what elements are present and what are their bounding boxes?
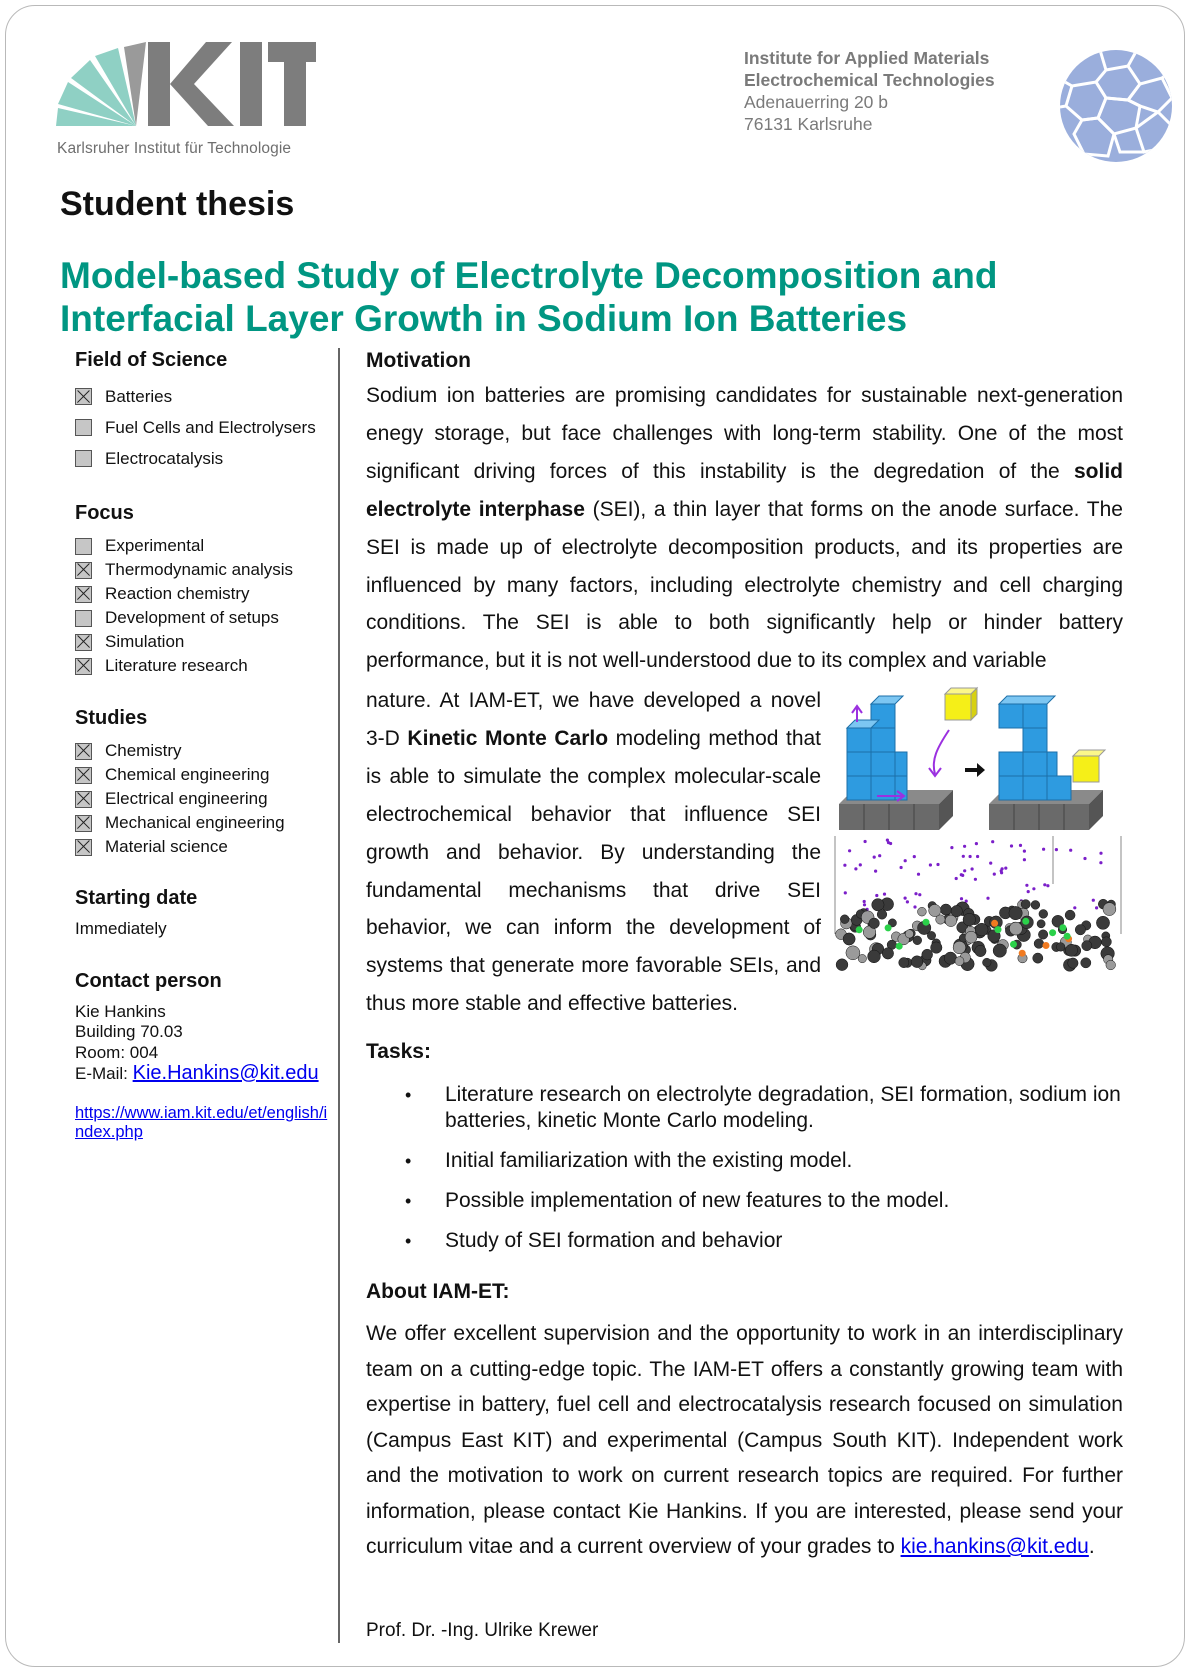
field-of-science-item: [75, 412, 330, 443]
institute-name: Institute for Applied Materials: [744, 48, 990, 68]
task-text: Study of SEI formation and behavior: [445, 1229, 783, 1252]
institute-address: [744, 47, 995, 135]
checked-checkbox-icon: [75, 743, 92, 760]
contact-email-label: E-Mail:: [75, 1064, 133, 1083]
contact-building: Building 70.03: [75, 1022, 183, 1041]
kit-fan-icon: [56, 42, 146, 126]
document-type: Student thesis: [60, 185, 295, 223]
focus-label: Literature research: [105, 656, 248, 675]
about-text-end: .: [1088, 1535, 1095, 1558]
unchecked-checkbox-icon: [75, 419, 92, 436]
about-heading: About IAM-ET:: [366, 1280, 510, 1303]
column-divider: [338, 348, 340, 1643]
yellow-cube-top: [945, 688, 977, 720]
contact-email-row: [75, 1063, 330, 1085]
checked-checkbox-icon: [75, 767, 92, 784]
unchecked-checkbox-icon: [75, 450, 92, 467]
studies-item: [75, 787, 330, 811]
field-of-science-label: Electrocatalysis: [105, 448, 224, 468]
task-text: Literature research on electrolyte degradation, SEI formation, sodium ion batteries, kinetic Monte Carlo modeling.: [445, 1083, 1121, 1132]
field-of-science-label: Fuel Cells and Electrolysers: [105, 417, 316, 437]
field-of-science-list: [75, 381, 330, 474]
studies-heading: Studies: [75, 707, 148, 729]
unchecked-checkbox-icon: [75, 610, 92, 627]
title-line-2: Interfacial Layer Growth in Sodium Ion Batteries: [60, 298, 908, 339]
checked-checkbox-icon: [75, 815, 92, 832]
website-link[interactable]: https://www.iam.kit.edu/et/english/index.php: [75, 1103, 328, 1141]
focus-item: [75, 582, 330, 606]
checked-checkbox-icon: [75, 586, 92, 603]
motivation-heading: Motivation: [366, 349, 471, 372]
task-item: [405, 1228, 1125, 1254]
studies-label: Mechanical engineering: [105, 813, 285, 832]
task-item: [405, 1148, 1125, 1174]
about-text: We offer excellent supervision and the opportunity to work in an interdisciplinary team on a cutting-edge topic. The IAM-ET offers a constantly growing team with expertise in battery, fuel cell and electrocatalysis research focused on simulation (Campus East KIT) and experimental (Campus South KIT). Independent work and the motivation to work on current research topics are required. For further information, please contact Kie Hankins. If you are interested, please send your curriculum vitae and a current overview of your grades to: [366, 1322, 1123, 1558]
focus-heading: Focus: [75, 502, 134, 524]
kit-subtitle: Karlsruher Institut für Technologie: [57, 140, 292, 157]
focus-label: Thermodynamic analysis: [105, 560, 294, 579]
focus-label: Experimental: [105, 536, 205, 555]
bullet-icon: •: [405, 1151, 412, 1171]
contact-name: Kie Hankins: [75, 1001, 166, 1021]
address-street: Adenauerring 20 b: [744, 92, 888, 112]
thesis-title: [60, 254, 1140, 340]
task-text: Initial familiarization with the existing model.: [445, 1149, 853, 1172]
signature: Prof. Dr. -Ing. Ulrike Krewer: [366, 1620, 599, 1641]
motivation-continued: [366, 682, 1123, 1023]
studies-label: Electrical engineering: [105, 789, 268, 808]
tasks-list: [405, 1082, 1125, 1268]
checked-checkbox-icon: [75, 839, 92, 856]
task-text: Possible implementation of new features to the model.: [445, 1189, 950, 1212]
bullet-icon: •: [405, 1191, 412, 1211]
about-section: [366, 1316, 1123, 1565]
focus-item: [75, 558, 330, 582]
motivation-text-4: modeling method that is able to simulate the complex molecular-scale electrochemical behavior that influence SEI growth and behavior. By understanding the fundamental mechanisms that drive SEI behavior, we can inform the development of systems that generate more favorable SEIs, and thus more stable and effective batteries.: [366, 726, 822, 1016]
studies-label: Material science: [105, 837, 228, 856]
motivation-paragraph: [366, 377, 1123, 680]
about-email-link[interactable]: kie.hankins@kit.edu: [900, 1535, 1089, 1558]
kmc-simulation-figure: [833, 684, 1123, 980]
motivation-bold-sei: solid electrolyte interphase: [366, 459, 1123, 521]
kmc-particles: [836, 839, 1116, 972]
field-of-science-heading: Field of Science: [75, 349, 228, 371]
contact-person-heading: Contact person: [75, 969, 222, 992]
checked-checkbox-icon: [75, 634, 92, 651]
main-content: [366, 349, 1123, 680]
starting-date-heading: Starting date: [75, 887, 198, 909]
motivation-bold-kmc: Kinetic Monte Carlo: [407, 726, 609, 750]
field-of-science-item: [75, 381, 330, 412]
address-city: 76131 Karlsruhe: [744, 114, 873, 134]
black-arrow-icon: [965, 763, 985, 777]
checked-checkbox-icon: [75, 388, 92, 405]
checked-checkbox-icon: [75, 791, 92, 808]
task-item: [405, 1082, 1125, 1134]
about-paragraph: [366, 1316, 1123, 1565]
studies-item: [75, 811, 330, 835]
contact-room: Room: 004: [75, 1042, 159, 1062]
studies-item: [75, 835, 330, 859]
tasks-heading: Tasks:: [366, 1040, 431, 1063]
motivation-text-3: nature. At IAM-ET, we have developed a novel 3-D: [366, 689, 821, 750]
task-item: [405, 1188, 1125, 1214]
studies-item: [75, 739, 330, 763]
bullet-icon: •: [405, 1085, 412, 1105]
kit-letters: [148, 42, 316, 126]
title-line-1: Model-based Study of Electrolyte Decomposition and: [60, 255, 998, 296]
institute-department: Electrochemical Technologies: [744, 70, 995, 90]
focus-item: [75, 654, 330, 678]
focus-label: Simulation: [105, 632, 185, 651]
motivation-text-2: (SEI), a thin layer that forms on the anode surface. The SEI is made up of electrolyte decomposition products, and its properties are influenced by many factors, including electrolyte chemistry and cell charging conditions. The SEI is able to both significantly help or hinder battery performance, but it is not well-understood due to its complex and variable: [366, 497, 1123, 673]
focus-list: [75, 534, 330, 678]
bullet-icon: •: [405, 1231, 412, 1251]
checked-checkbox-icon: [75, 658, 92, 675]
studies-item: [75, 763, 330, 787]
blue-cubes-right: [999, 696, 1071, 800]
checked-checkbox-icon: [75, 562, 92, 579]
focus-label: Development of setups: [105, 608, 279, 627]
focus-item: [75, 630, 330, 654]
focus-label: Reaction chemistry: [105, 584, 250, 603]
starting-date-value: Immediately: [75, 919, 167, 938]
studies-label: Chemistry: [105, 741, 182, 760]
unchecked-checkbox-icon: [75, 538, 92, 555]
field-of-science-item: [75, 443, 330, 474]
focus-item: [75, 606, 330, 630]
iam-logo-icon: [1058, 48, 1174, 164]
studies-list: [75, 739, 330, 859]
yellow-cube-right: [1073, 750, 1105, 782]
sidebar: [75, 349, 330, 1142]
focus-item: [75, 534, 330, 558]
studies-label: Chemical engineering: [105, 765, 270, 784]
motivation-text-1: Sodium ion batteries are promising candidates for sustainable next-generation enegy storage, but face challenges with long-term stability. One of the most significant driving forces of this instability is the degredation of the: [366, 384, 1123, 483]
contact-email-link[interactable]: Kie.Hankins@kit.edu: [132, 1062, 319, 1084]
field-of-science-label: Batteries: [105, 386, 173, 406]
